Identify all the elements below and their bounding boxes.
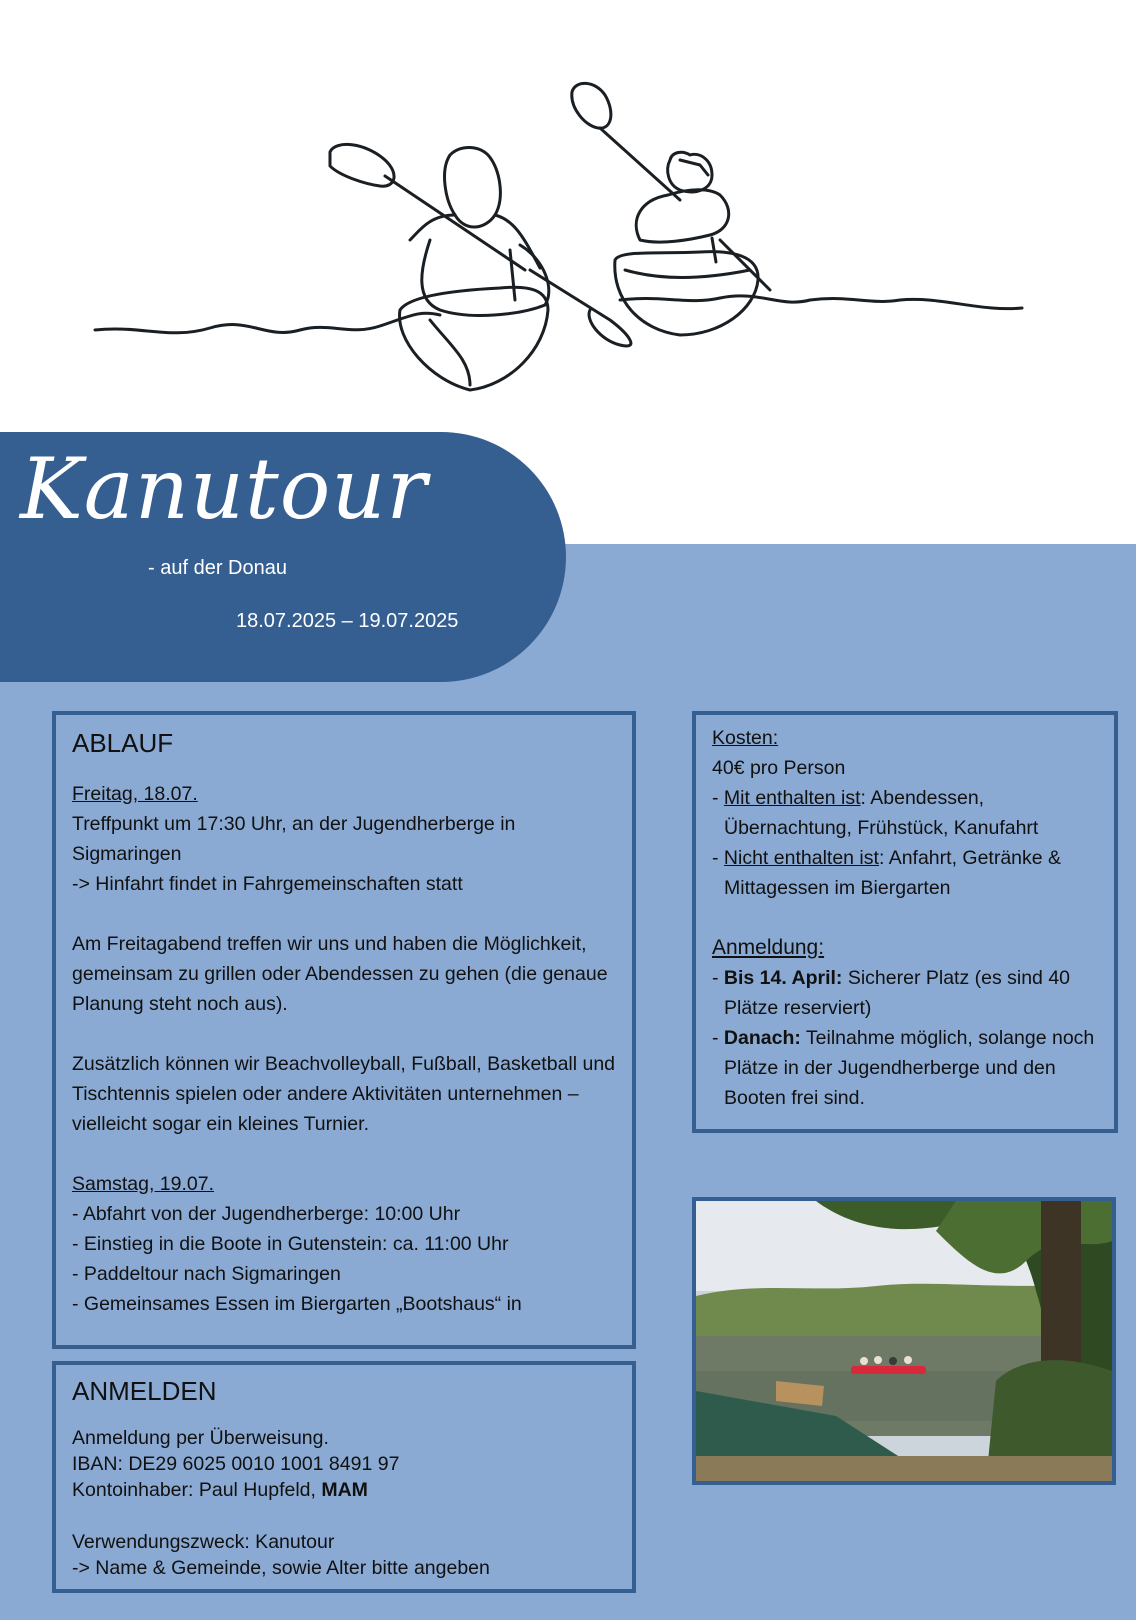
payment-purpose: Verwendungszweck: Kanutour [72,1531,335,1553]
excluded-text: : Anfahrt, Getränke & Mittagessen im Biergarten [724,847,1062,899]
included-label: Mit enthalten ist [723,787,861,809]
deadline-label: Bis 14. April: [723,967,843,989]
river-photo [692,1197,1116,1485]
list-item: - Abfahrt von der Jugendherberge: 10:00 Uhr [72,1203,461,1225]
after-deadline-item: - Danach: Teilnahme möglich, solange noch Plätze in der Jugendherberge und den Booten frei sind. [712,1027,1095,1109]
page-subtitle: - auf der Donau [148,557,287,579]
after-label: Danach: [723,1027,801,1049]
deadline-item: - Bis 14. April: Sicherer Platz (es sind 40 Plätze reserviert) [712,967,1071,1019]
anmelden-section [52,1361,636,1593]
excluded-label: Nicht enthalten ist [723,847,879,869]
iban: IBAN: DE29 6025 0010 1001 8491 97 [72,1453,400,1475]
payment-purpose-note: -> Name & Gemeinde, sowie Alter bitte angeben [72,1557,490,1579]
included-item: - Mit enthalten ist: Abendessen, Übernachtung, Frühstück, Kanufahrt [712,787,1039,839]
kosten-label: Kosten: [712,727,779,749]
deadline-text: Sicherer Platz (es sind 40 Plätze reserviert) [724,967,1071,1019]
kayakers-line-illustration [0,0,1136,430]
date-range: 18.07.2025 – 19.07.2025 [236,610,459,632]
excluded-item: - Nicht enthalten ist: Anfahrt, Getränke & Mittagessen im Biergarten [712,847,1062,899]
kosten-section [692,711,1118,1133]
anmeldung-label: Anmeldung: [712,936,825,959]
account-holder [72,1477,616,1503]
river-photo-image [696,1201,1112,1481]
ablauf-section [52,711,636,1349]
account-holder-name: Kontoinhaber: Paul Hupfeld, [72,1479,322,1501]
friday-evening-text: Am Freitagabend treffen wir uns und haben die Möglichkeit, gemeinsam zu grillen oder Abendessen zu gehen (die genaue Planung steht noch aus). [72,933,608,1015]
ablauf-heading: ABLAUF [72,728,174,758]
price: 40€ pro Person [712,757,846,779]
transfer-note: Anmeldung per Überweisung. [72,1427,329,1449]
list-item: - Paddeltour nach Sigmaringen [72,1263,341,1285]
list-item: - Gemeinsames Essen im Biergarten „Bootshaus“ in [72,1293,522,1315]
day1-meeting-point: Treffpunkt um 17:30 Uhr, an der Jugendherberge in Sigmaringen [72,813,516,865]
page-title: Kanutour [20,440,428,538]
list-item: - Einstieg in die Boote in Gutenstein: ca. 11:00 Uhr [72,1233,509,1255]
account-holder-org: MAM [321,1479,368,1501]
day2-title: Samstag, 19.07. [72,1173,215,1195]
after-text: Teilnahme möglich, solange noch Plätze in der Jugendherberge und den Booten frei sind. [724,1027,1095,1109]
day1-travel-note: -> Hinfahrt findet in Fahrgemeinschaften statt [72,873,463,895]
activities-text: Zusätzlich können wir Beachvolleyball, Fußball, Basketball und Tischtennis spielen oder andere Aktivitäten unternehmen – vielleicht sogar ein kleines Turnier. [72,1053,616,1135]
day1-title: Freitag, 18.07. [72,783,198,805]
included-text: : Abendessen, Übernachtung, Frühstück, Kanufahrt [724,787,1039,839]
anmelden-heading: ANMELDEN [72,1376,217,1406]
